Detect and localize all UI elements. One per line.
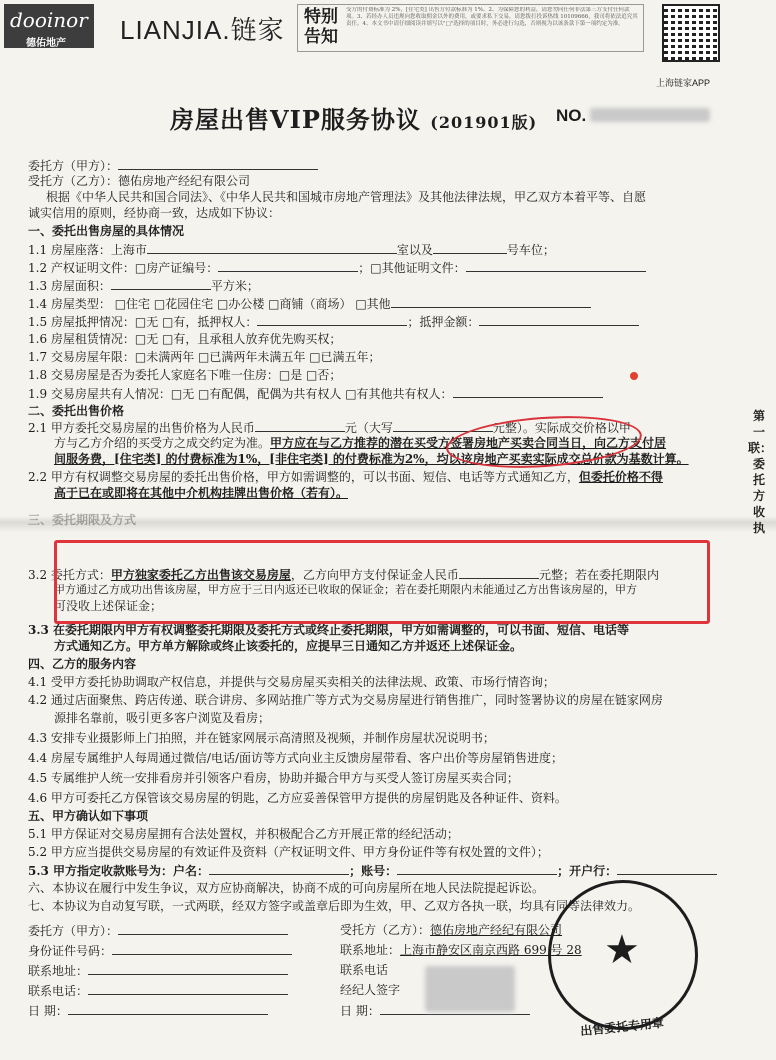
sign-client-party [28,922,288,939]
seal-caption: 出售委托专用章 [579,1015,665,1039]
clause-1-3 [28,277,259,294]
blank-line [209,862,349,875]
blank-line [118,922,288,935]
sign-label: 日 期： [28,1004,68,1018]
redacted-number [590,108,710,122]
sign-label: 委托方（甲方）： [28,924,119,938]
blank-line [147,241,397,254]
red-annotation-box [54,540,710,624]
sign-value: 德佑房地产经纪有限公司 [430,923,563,937]
clause-emphasis: 甲方独家委托乙方出售该交易房屋 [110,568,291,582]
sign-client-phone [28,982,288,999]
blank-line [88,962,288,975]
deyou-logo-subtext: 德佑地产 [26,38,66,49]
clause-text: 1.3 房屋面积： [28,279,111,293]
sign-agent-address [340,942,582,958]
blank-line [111,277,211,290]
clause-text: 2.1 甲方委托交易房屋的出售价格为人民币 [28,421,255,435]
clause-text: 元（大写 [344,421,393,435]
clause-1-8: 1.8 交易房屋是否为委托人家庭名下唯一住房：□是 □否； [28,368,342,382]
clause-4-2-cont: 源排名靠前，吸引更多客户浏览及看房； [54,711,271,725]
clause-text: 2.2 甲方有权调整交易房屋的委托出售价格，甲方如需调整的，可以书面、短信、电话等方式通知乙方， [28,470,579,484]
document-title [170,100,537,135]
blank-line [479,313,639,326]
clause-emphasis: 甲方应在与乙方推荐的潜在买受方签署房地产买卖合同当日，向乙方支付居 [270,436,667,450]
sign-label: 联系地址： [28,964,89,978]
clause-3-3: 3.3 在委托期限内甲方有权调整委托期限及委托方式或终止委托期限，甲方如需调整的，可以书面、短信、电话等 [28,623,630,637]
clause-text: ；开户行： [557,864,618,878]
clause-4-4: 4.4 房屋专属维护人每周通过微信/电话/面访等方式向业主反馈房屋带看、客户出价等房屋销售进度； [28,751,563,765]
blank-line [466,259,646,272]
clause-4-1: 4.1 受甲方委托协助调取产权信息，并提供与交易房屋买卖相关的法律法规、政策、市场行情咨询； [28,675,555,689]
section-4-heading: 四、乙方的服务内容 [28,657,137,671]
clause-1-9 [28,385,603,402]
clause-1-7: 1.7 交易房屋年限：□未满两年 □已满两年未满五年 □已满五年； [28,350,381,364]
clause-1-5 [28,313,639,330]
sign-label: 受托方（乙方）： [340,923,431,937]
side-copy-note: 第一联：委托方收执 [748,409,773,535]
blank-line [112,942,292,955]
clause-5-1: 5.1 甲方保证对交易房屋拥有合法处置权，并积极配合乙方开展正常的经纪活动； [28,827,459,841]
clause-3-2-end: 可没收上述保证金； [54,599,163,613]
deyou-logo-text: dooinor [10,8,88,32]
clause-4-6: 4.6 甲方可委托乙方保管该交易房屋的钥匙，乙方应妥善保管甲方提供的房屋钥匙及各种证件、资料。 [28,791,567,805]
clause-text: 1.9 交易房屋共有人情况：□无 □有配偶，配偶为共有权人 □有其他共有权人： [28,387,453,401]
blank-line [88,982,288,995]
sign-agent-signature: 经纪人签字 [340,983,401,997]
document-header [0,0,776,92]
sign-label: 联系电话： [28,984,89,998]
clause-text: 元整）。实际成交价格以甲 [492,421,631,435]
preamble-line-2: 诚实信用的原则，经协商一致，达成如下协议： [28,206,281,220]
agent-party-line: 受托方（乙方）：德佑房地产经纪有限公司 [28,174,251,188]
clause-1-2 [28,259,646,276]
qr-code-icon [662,4,720,62]
section-7: 七、本协议为自动复写联，一式两联，经双方签字或盖章后即为生效，甲、乙双方各执一联，均具有同等法律效力。 [28,899,641,913]
clause-text: ；账号： [349,864,398,878]
blank-line [255,419,345,432]
section-2-heading: 二、委托出售价格 [28,404,125,418]
clause-text: ，乙方向甲方支付保证金人民币 [290,568,459,582]
clause-4-2: 4.2 通过店面聚焦、跨店传递、联合讲房、多网站推广等方式为交易房屋进行销售推广，同时签署协议的房屋在链家网房 [28,693,663,707]
blank-line [257,313,407,326]
section-3-heading: 三、委托期限及方式 [28,513,137,527]
section-5-heading: 五、甲方确认如下事项 [28,809,149,823]
client-party-line [28,157,318,174]
section-6: 六、本协议在履行中发生争议，双方应协商解决，协商不成的可向房屋所在地人民法院提起诉讼。 [28,881,545,895]
clause-text: 元整；若在委托期限内 [538,568,659,582]
clause-emphasis: 但委托价格不得 [578,470,663,484]
notice-title: 特别告知 [304,7,338,47]
red-annotation-dot [630,372,638,380]
clause-text: ；抵押金额： [407,315,480,329]
clause-text: ；□其他证明文件： [358,261,466,275]
sign-agent-party [340,922,562,938]
blank-line [453,385,603,398]
blank-line [397,862,557,875]
title-version: (201901版) [430,113,538,132]
lianjia-logo: LIANJIA.链家 [120,15,285,45]
blank-line [218,259,358,272]
clause-2-2-cont: 高于已在或即将在其他中介机构挂牌出售价格（若有）。 [54,486,349,500]
clause-text: 平方米； [210,279,259,293]
clause-text: 1.2 产权证明文件：□房产证编号： [28,261,219,275]
sign-agent-phone: 联系电话 [340,963,389,977]
deyou-logo [4,4,94,48]
notice-text: 受方的付费标准为 2%，[住宅类] 出售方付款标准为 1%。2、为保障您的利益，请您勿向任何非法第三方支付任何款项。3、若经办人员违规向您收取佣金以外的费用，或要求私下交易，请您拨打投诉热线 10109666，我司将依法追究其责任。4、本文书中请仔细阅读并填写以"□"选择的项目时，务必进行勾选，否则视为以该条款下第一项约定为准。 [346,7,638,27]
clause-5-2: 5.2 甲方应当提供交易房屋的有效证件及资料（产权证明文件、甲方身份证件等有权处置的文件）； [28,845,549,859]
clause-2-2 [28,469,663,485]
blank-line [68,1002,268,1015]
clause-text: 1.4 房屋类型： □住宅 □花园住宅 □办公楼 □商铺（商场） □其他 [28,297,391,311]
blank-line [118,157,318,170]
clause-1-4 [28,295,591,312]
sign-value: 上海市静安区南京西路 699 号 28 [400,943,582,957]
clause-text: 方与乙方介绍的买受方之成交约定为准。 [54,436,271,450]
qr-caption: 上海链家APP [656,78,711,88]
title-text: 房屋出售VIP服务协议 [170,105,421,134]
clause-1-1 [28,241,555,258]
redacted-agent-name [425,966,515,1012]
clause-text: 号车位； [506,243,555,257]
clause-3-3-cont: 方式通知乙方。甲方单方解除或终止该委托的，应提早三日通知乙方并返还上述保证金。 [54,639,523,653]
special-notice-box [297,4,644,52]
clause-2-1-fee: 间服务费，[住宅类] 的付费标准为1%，[非住宅类] 的付费标准为2%，均以该房地产买卖实际成交总价款为基数计算。 [54,452,689,466]
client-party-label: 委托方（甲方）： [28,159,119,173]
preamble-line-1: 根据《中华人民共和国合同法》、《中华人民共和国城市房地产管理法》及其他法律法规，甲乙双方本着平等、自愿 [46,190,647,204]
blank-line [391,295,591,308]
sign-id-number [28,942,292,959]
document-number-label: NO. [556,106,587,125]
seal-star-icon: ★ [604,927,640,973]
clause-text: 1.1 房屋座落：上海市 [28,243,147,257]
clause-text: 3.2 委托方式： [28,568,111,582]
clause-3-2-cont: 甲方通过乙方成功出售该房屋，甲方应于三日内返还已收取的保证金；若在委托期限内未能通过乙方出售该房屋的，甲方 [54,583,637,596]
clause-5-3 [28,862,717,879]
sign-label: 联系地址： [340,943,401,957]
clause-text: 室以及 [396,243,433,257]
blank-line [617,862,717,875]
sign-client-date [28,1002,268,1019]
clause-1-6: 1.6 房屋租赁情况：□无 □有，且承租人放弃优先购买权； [28,332,342,346]
clause-4-3: 4.3 安排专业摄影师上门拍照，并在链家网展示高清照及视频，并制作房屋状况说明书； [28,731,495,745]
blank-line [433,241,507,254]
sign-label: 日 期： [340,1004,380,1018]
sign-label: 身份证件号码： [28,944,113,958]
clause-text: 5.3 甲方指定收款账号为：户名： [28,864,210,878]
sign-client-address [28,962,288,979]
clause-4-5: 4.5 专属维护人统一安排看房并引领客户看房，协助并撮合甲方与买受人签订房屋买卖合同； [28,771,519,785]
section-1-heading: 一、委托出售房屋的具体情况 [28,224,185,238]
clause-text: 1.5 房屋抵押情况：□无 □有，抵押权人： [28,315,258,329]
